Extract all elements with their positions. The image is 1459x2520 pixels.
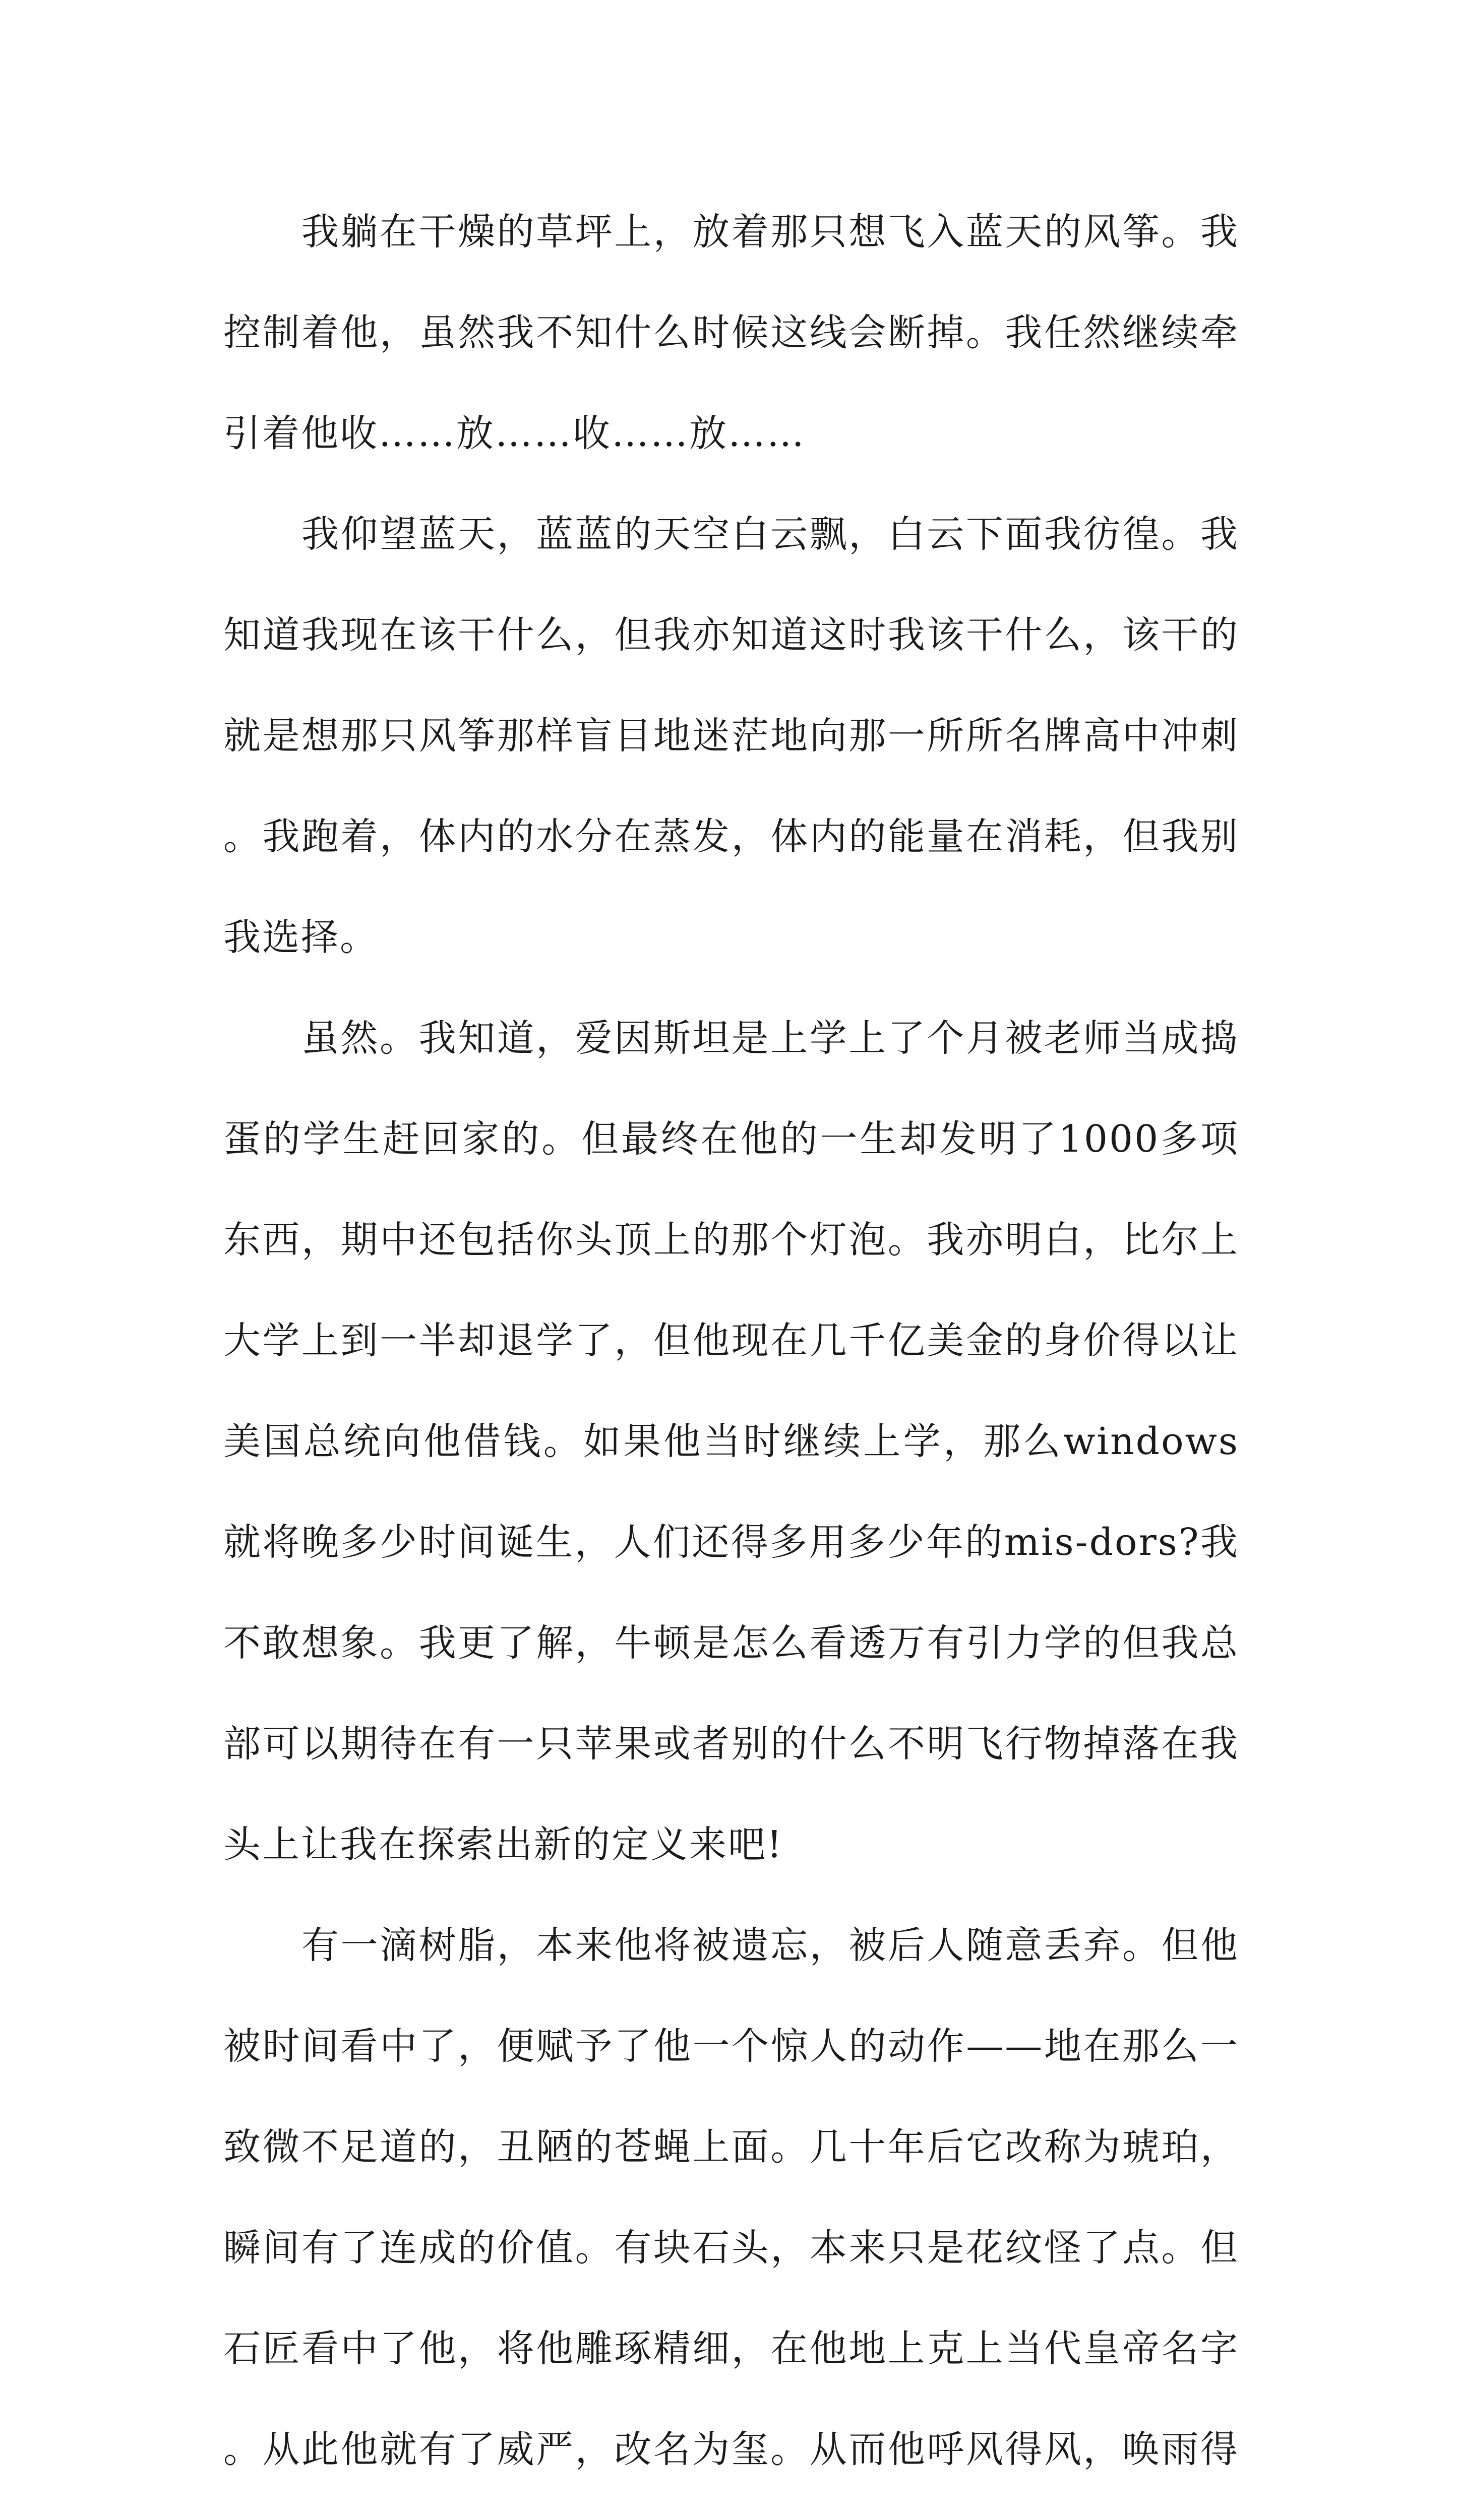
paragraph-4: 有一滴树脂，本来他将被遗忘，被后人随意丢弃。但他被时间看中了，便赋予了他一个惊人的动作——地在那么一致微不足道的，丑陋的苍蝇上面。几十年后它改称为琥珀，瞬间有了连成的价值。有块石头，本来只是花纹怪了点。但石匠看中了他，将他雕琢精细，在他地上克上当代皇帝名字。从此他就有了威严，改名为玺。从而他呼风得风，唤雨得	[223, 1924, 1239, 2471]
paragraph-2: 我仰望蓝天，蓝蓝的天空白云飘，白云下面我彷徨。我知道我现在该干什么，但我亦知道这时我该干什么，该干的就是想那只风筝那样盲目地迷茫地向那一所所名牌高中冲刺。我跑着，体内的水分在蒸发，体内的能量在消耗，但我别我选择。	[223, 513, 1239, 959]
document-body	[223, 181, 1239, 2520]
paragraph-3: 虽然。我知道，爱因斯坦是上学上了个月被老师当成捣蛋的学生赶回家的。但最终在他的一生却发明了1000多项东西，期中还包括你头顶上的那个灯泡。我亦明白，比尔上大学上到一半却退学了，但他现在几千亿美金的身价得以让美国总统向他借钱。如果他当时继续上学，那么windows就将晚多少时间诞生，人们还得多用多少年的mis-dors?我不敢想象。我更了解，牛顿是怎么看透万有引力学的但我总部可以期待在有一只苹果或者别的什么不明飞行物掉落在我头上让我在探索出新的定义来吧!	[223, 1017, 1239, 1866]
paragraph-1: 我躺在干燥的草坪上，放着那只想飞入蓝天的风筝。我控制着他，虽然我不知什么时候这线会断掉。我任然继续牵引着他收……放……收……放……	[223, 210, 1239, 455]
